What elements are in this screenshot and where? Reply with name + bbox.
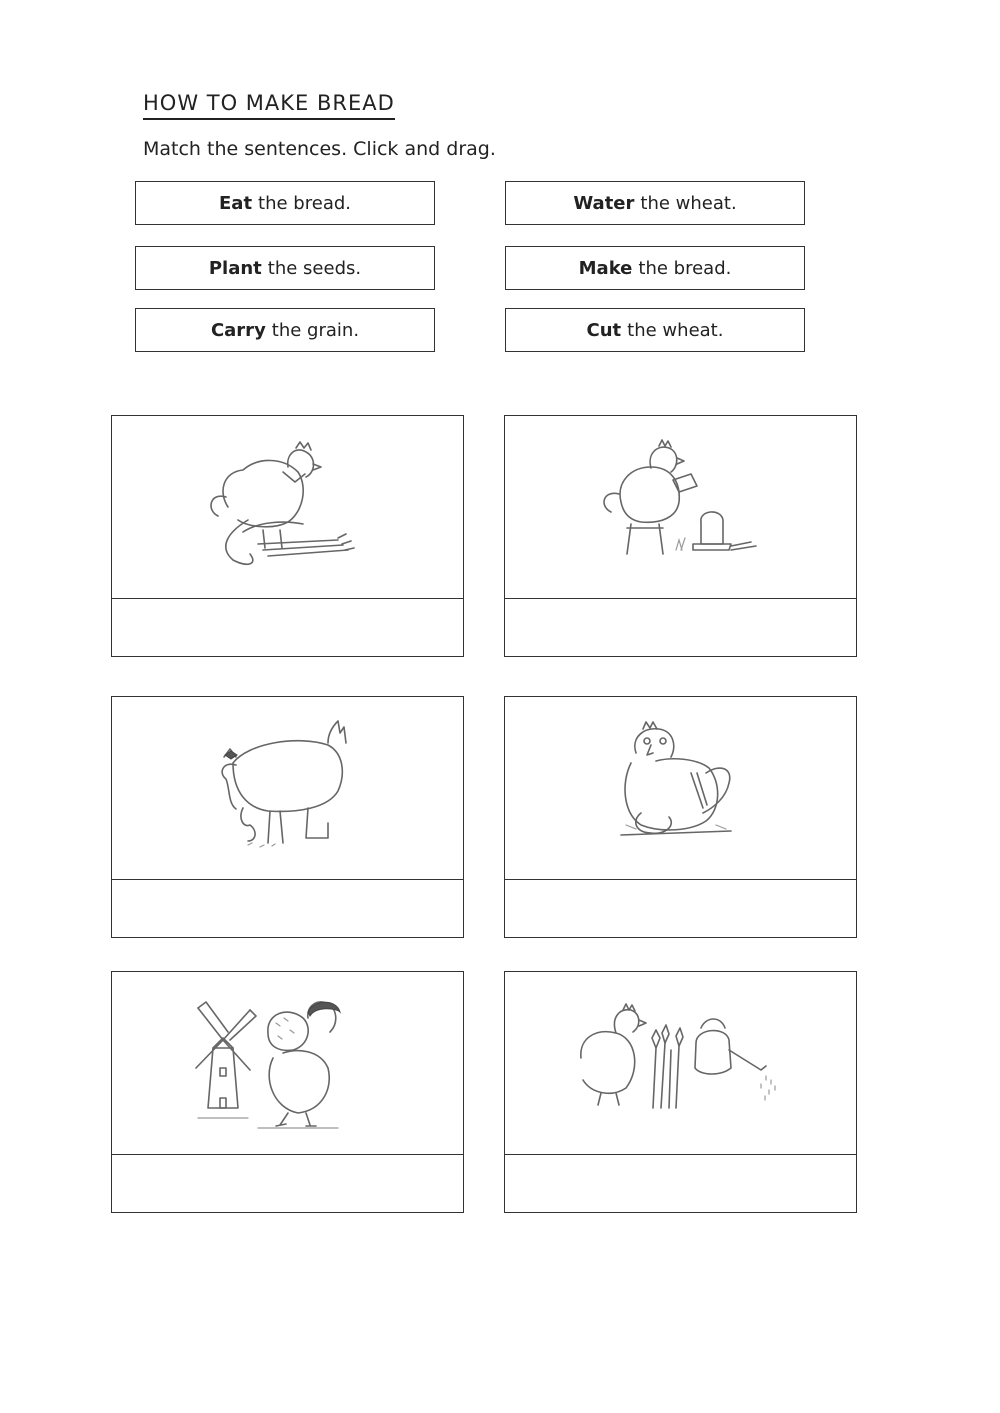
picture-card-3 [111,696,464,938]
picture-frame [505,697,856,880]
hen-planting-seeds-icon [188,713,388,863]
sentence-tile-water[interactable] [505,181,805,225]
sentence-tile-cut[interactable] [505,308,805,352]
sentence-verb: Plant [208,257,262,279]
hen-making-dough-icon [581,713,781,863]
sentence-tile-plant[interactable] [135,246,435,290]
answer-drop-zone[interactable] [112,599,463,656]
instructions: Match the sentences. Click and drag. [143,138,496,160]
hen-watering-wheat-icon [561,988,801,1138]
sentence-verb: Eat [219,192,253,214]
sentence-verb: Water [573,192,635,214]
picture-card-1 [111,415,464,657]
picture-card-2 [504,415,857,657]
picture-frame [505,972,856,1155]
hen-carrying-grain-to-windmill-icon [188,978,388,1148]
picture-card-6 [504,971,857,1213]
answer-drop-zone[interactable] [112,880,463,937]
hen-cutting-wheat-icon [188,432,388,582]
picture-frame [505,416,856,599]
picture-card-5 [111,971,464,1213]
answer-drop-zone[interactable] [505,599,856,656]
picture-frame [112,416,463,599]
sentence-rest: the wheat. [627,319,724,341]
sentence-rest: the wheat. [640,192,737,214]
sentence-rest: the bread. [258,192,351,214]
sentence-rest: the bread. [638,257,732,279]
sentence-verb: Cut [586,319,622,341]
sentence-rest: the grain. [271,319,360,341]
sentence-tile-eat[interactable] [135,181,435,225]
hen-eating-bread-icon [581,432,781,582]
picture-card-4 [504,696,857,938]
answer-drop-zone[interactable] [505,1155,856,1212]
answer-drop-zone[interactable] [112,1155,463,1212]
sentence-verb: Make [578,257,633,279]
sentence-rest: the seeds. [267,257,362,279]
picture-frame [112,697,463,880]
worksheet-title: HOW TO MAKE BREAD [143,90,395,120]
sentence-tile-carry[interactable] [135,308,435,352]
sentence-tile-make[interactable] [505,246,805,290]
sentence-verb: Carry [210,319,266,341]
answer-drop-zone[interactable] [505,880,856,937]
picture-frame [112,972,463,1155]
